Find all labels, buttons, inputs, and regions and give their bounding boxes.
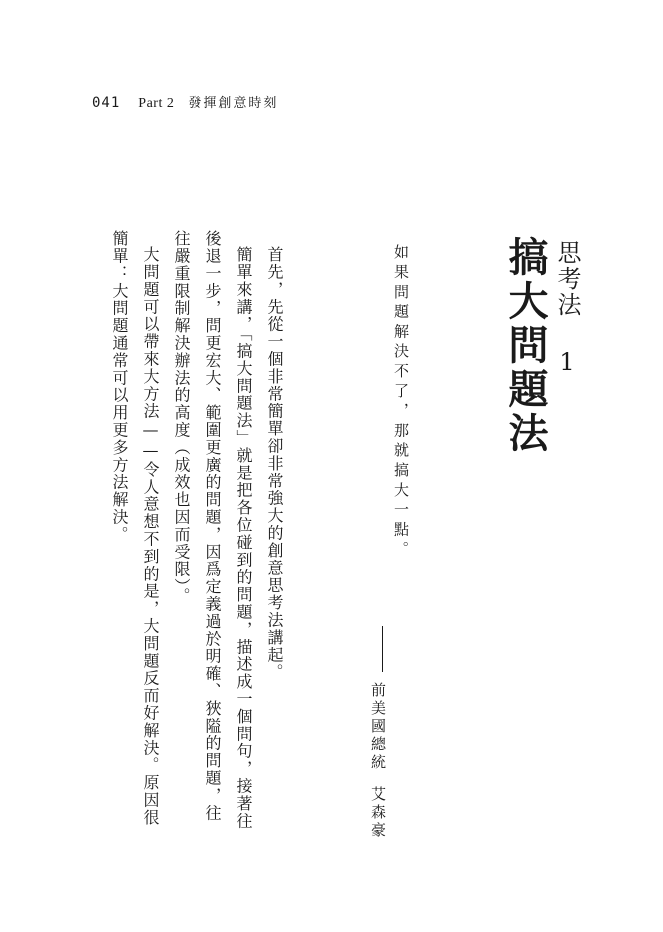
- attribution-name: 艾森豪: [369, 786, 387, 840]
- attribution-role: 前美國總統: [369, 682, 387, 772]
- epigraph-quote: 如果問題解決不了，那就搞大一點。: [392, 244, 410, 561]
- paragraph-3: 大問題可以帶來大方法——令人意想不到的是，大問題反而好解決。原因很簡單：大問題通常可以用更多方法解決。: [110, 230, 160, 827]
- page-number: 041: [92, 95, 121, 111]
- paragraph-1: 首先，先從一個非常簡單卻非常強大的創意思考法講起。: [265, 246, 284, 681]
- chapter-title: 搞大問題法: [502, 236, 549, 456]
- body-text: [100, 230, 290, 830]
- method-label: 思考法 1: [553, 240, 581, 378]
- part-label: Part 2: [138, 96, 175, 111]
- section-title: 發揮創意時刻: [188, 96, 279, 111]
- em-dash-rule: [382, 626, 383, 672]
- paragraph-2: 簡單來講，「搞大問題法」就是把各位碰到的問題，描述成一個問句，接著往後退一步，問更宏大、範圍更廣的問題，因爲定義過於明確、狹隘的問題，往往嚴重限制解決辦法的高度（成效也因而受限）。: [172, 230, 253, 830]
- epigraph-attribution: [370, 626, 390, 840]
- running-header: [92, 92, 278, 112]
